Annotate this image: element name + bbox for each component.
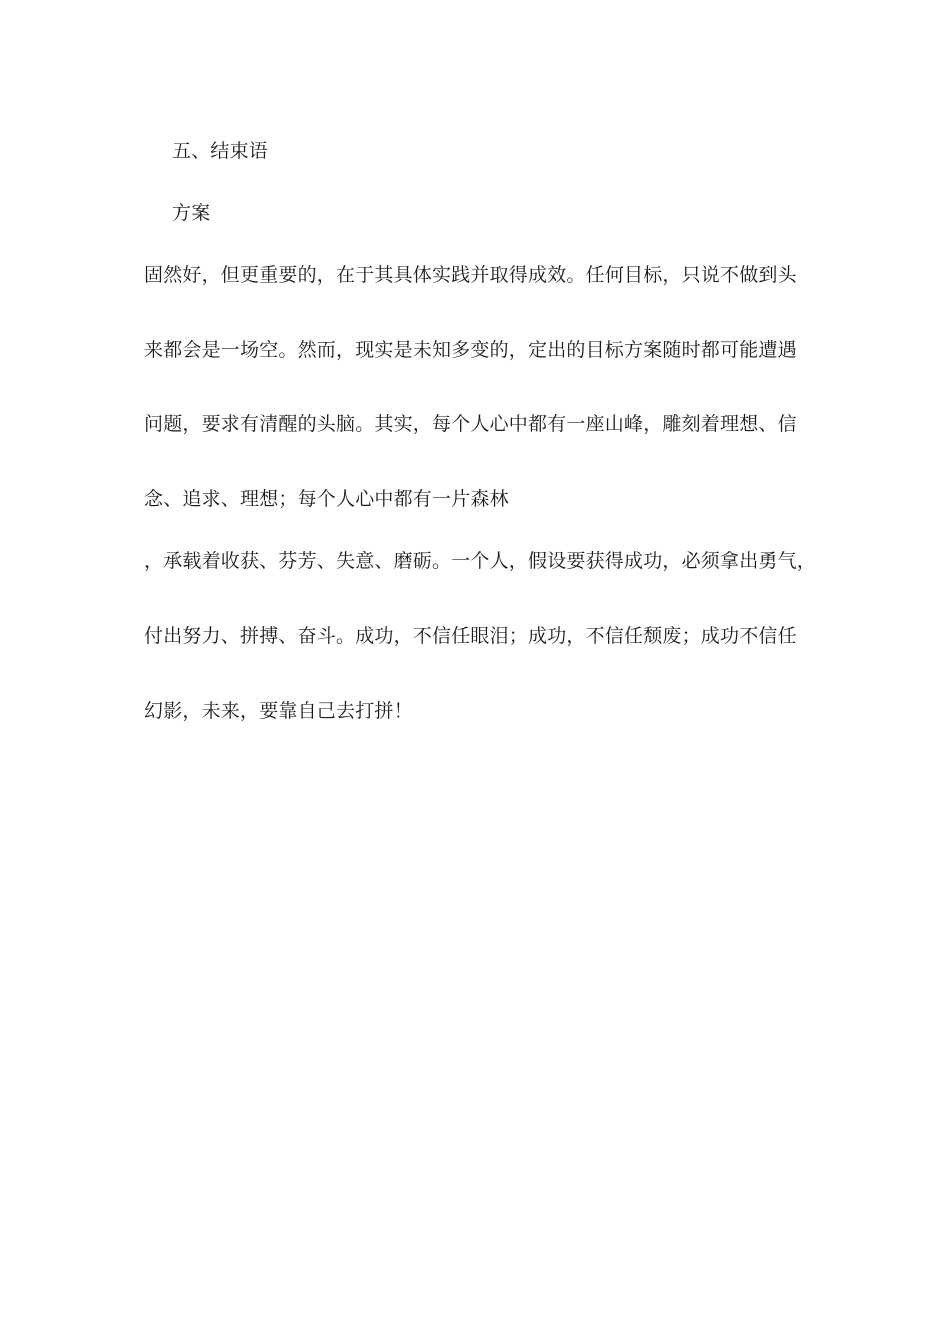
paragraph-line: 方案 <box>172 202 211 224</box>
paragraph-line: 付出努力、拼搏、奋斗。成功，不信任眼泪；成功，不信任颓废；成功不信任 <box>144 625 797 647</box>
section-heading: 五、结束语 <box>172 140 269 162</box>
paragraph-line: ，承载着收获、芬芳、失意、磨砺。一个人，假设要获得成功，必须拿出勇气， <box>144 550 817 572</box>
paragraph-line: 来都会是一场空。然而，现实是未知多变的，定出的目标方案随时都可能遭遇 <box>144 339 797 361</box>
paragraph-line: 问题，要求有清醒的头脑。其实，每个人心中都有一座山峰，雕刻着理想、信 <box>144 413 797 435</box>
paragraph-line: 幻影，未来，要靠自己去打拼！ <box>144 700 413 722</box>
paragraph-line: 念、追求、理想；每个人心中都有一片森林 <box>144 488 509 510</box>
paragraph-line: 固然好，但更重要的，在于其具体实践并取得成效。任何目标，只说不做到头 <box>144 264 797 286</box>
